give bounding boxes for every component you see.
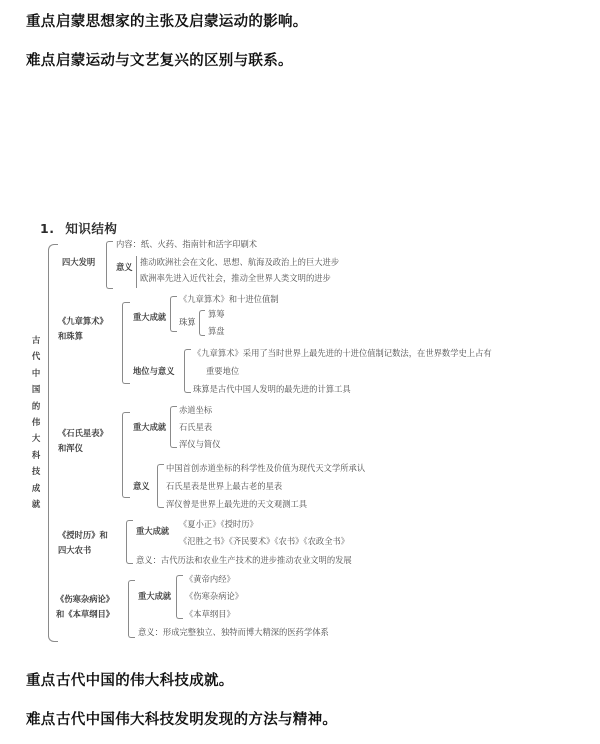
- key-point-row: [0, 14, 600, 31]
- sub-label-2-1: 地位与意义: [133, 366, 175, 376]
- sub-brace-2-0-abacus: [199, 310, 205, 336]
- branch-title-4-line2: 四大农书: [58, 544, 92, 555]
- branch-title-1: 四大发明: [62, 257, 96, 267]
- leaf-3-0-2: 浑仪与简仪: [179, 439, 221, 449]
- root-char: 科: [31, 449, 41, 460]
- branch-title-4: [58, 528, 124, 557]
- key-point-text: 启蒙思想家的主张及启蒙运动的影响。: [56, 14, 308, 30]
- key-point-row: [0, 53, 600, 70]
- leaf-1-0-0: 内容：纸、火药、指南针和活字印刷术: [116, 239, 258, 249]
- key-point-row: [0, 712, 600, 729]
- key-point-label: 重点: [26, 673, 56, 689]
- sub-label-2-0-abacus: 珠算: [179, 317, 196, 327]
- sub-label-3-0: 重大成就: [133, 422, 167, 432]
- root-char: 的: [31, 400, 41, 411]
- root-char: 中: [31, 367, 41, 378]
- sub-label-5-0: 重大成就: [138, 591, 172, 601]
- diagram-root-label: [28, 332, 44, 512]
- leaf-1-1-0: 推动欧洲社会在文化、思想、航海及政治上的巨大进步: [140, 257, 340, 267]
- sub-brace-2-1: [184, 349, 191, 393]
- leaf-2-0-3: 算盘: [208, 326, 225, 336]
- branch-title-2: [58, 314, 116, 343]
- section-title: 知识结构: [65, 221, 118, 236]
- leaf-2-0-2: 算筹: [208, 309, 225, 319]
- sub-label-2-0: 重大成就: [133, 312, 167, 322]
- branch-brace-1: [106, 241, 113, 289]
- top-difficulty-points: [0, 53, 600, 70]
- branch-title-3-line2: 和浑仪: [58, 442, 83, 453]
- top-key-points: [0, 14, 600, 31]
- branch-title-2-line1: 《九章算术》: [58, 316, 108, 326]
- sub-brace-2-0: [170, 296, 177, 332]
- sub-label-1-1: 意义: [116, 262, 133, 272]
- key-point-text: 古代中国伟大科技发明发现的方法与精神。: [56, 712, 338, 728]
- root-char: 国: [31, 384, 41, 395]
- branch-title-3-line1: 《石氏星表》: [58, 428, 108, 438]
- leaf-5-1-0: 意义：形成完整独立、独特而博大精深的医药学体系: [138, 627, 329, 637]
- section-heading: [40, 219, 117, 237]
- branch-title-5-line2: 和《本草纲目》: [56, 608, 115, 619]
- leaf-4-0-1: 《氾胜之书》《齐民要术》《农书》《农政全书》: [179, 536, 350, 546]
- key-point-label: 难点: [26, 53, 56, 69]
- leaf-3-0-0: 赤道坐标: [179, 405, 213, 415]
- leaf-3-0-1: 石氏星表: [179, 422, 213, 432]
- root-char: 大: [31, 433, 41, 444]
- sub-brace-5-0: [176, 575, 183, 619]
- key-point-label: 重点: [26, 14, 56, 30]
- branch-title-5-line1: 《伤寒杂病论》: [56, 594, 115, 604]
- bottom-key-points: [0, 673, 600, 690]
- key-point-row: [0, 673, 600, 690]
- section-number: 1.: [40, 221, 55, 236]
- leaf-3-1-2: 浑仪曾是世界上最先进的天文观测工具: [166, 499, 308, 509]
- key-point-text: 古代中国的伟大科技成就。: [56, 673, 234, 689]
- leaf-3-1-0: 中国首创赤道坐标的科学性及价值为现代天文学所承认: [166, 463, 366, 473]
- root-brace: [48, 244, 58, 642]
- sub-brace-3-1: [157, 464, 164, 508]
- leaf-5-0-1: 《伤寒杂病论》: [185, 591, 244, 601]
- leaf-4-0-0: 《夏小正》《授时历》: [179, 519, 258, 529]
- branch-title-5: [56, 592, 128, 621]
- leaf-2-0-0: 《九章算术》和十进位值制: [179, 294, 279, 304]
- sub-brace-3-0: [170, 406, 177, 448]
- key-point-label: 难点: [26, 712, 56, 728]
- root-char: 伟: [31, 416, 41, 427]
- root-char: 技: [31, 466, 41, 477]
- root-char: 就: [31, 498, 41, 509]
- branch-title-2-line2: 和珠算: [58, 330, 83, 341]
- leaf-2-1-2: 珠算是古代中国人发明的最先进的计算工具: [193, 384, 351, 394]
- root-char: 古: [31, 335, 41, 345]
- branch-brace-4: [126, 520, 133, 564]
- sub-label-3-1: 意义: [133, 481, 150, 491]
- branch-title-4-line1: 《授时历》和: [58, 530, 108, 540]
- leaf-4-1-0: 意义：古代历法和农业生产技术的进步推动农业文明的发展: [136, 555, 352, 565]
- leaf-1-1-1: 欧洲率先进入近代社会，推动全世界人类文明的进步: [140, 273, 331, 283]
- branch-brace-2: [122, 302, 130, 384]
- bottom-difficulty-points: [0, 712, 600, 729]
- branch-brace-3: [122, 412, 130, 498]
- sub-label-4-0: 重大成就: [136, 526, 170, 536]
- branch-title-3: [58, 426, 116, 455]
- leaf-5-0-0: 《黄帝内经》: [185, 574, 235, 584]
- leaf-2-1-1: 重要地位: [206, 366, 240, 376]
- root-char: 代: [31, 351, 41, 362]
- knowledge-structure-diagram: [26, 236, 582, 648]
- leaf-3-1-1: 石氏星表是世界上最古老的星表: [166, 481, 283, 491]
- leaf-2-1-0: 《九章算术》采用了当时世界上最先进的十进位值制记数法，在世界数学史上占有: [193, 348, 492, 358]
- key-point-text: 启蒙运动与文艺复兴的区别与联系。: [56, 53, 293, 69]
- root-char: 成: [31, 482, 41, 493]
- connector-1-1: [136, 256, 137, 288]
- leaf-5-0-2: 《本草纲目》: [185, 609, 235, 619]
- branch-brace-5: [128, 580, 135, 638]
